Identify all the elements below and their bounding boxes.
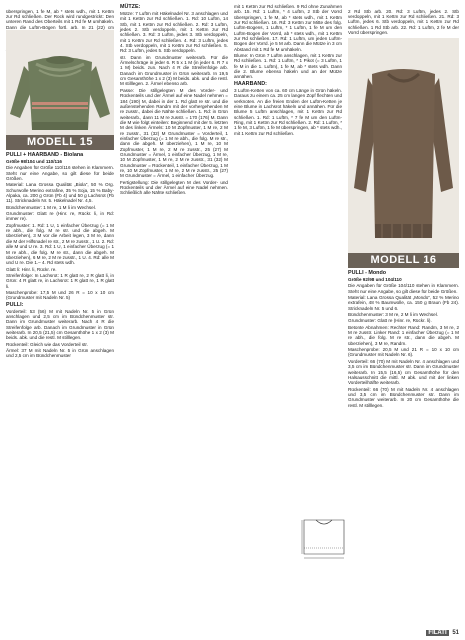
pullover-illustration xyxy=(348,38,459,268)
stripe-sequence-text: Streifenfolge: In Lachsrot: 1 R glatt re, 2 R glatt li, in Grün: 4 R glatt re, in Lachsrot: 1 R glatt re, 1 R glatt li. xyxy=(6,272,114,289)
rib-pattern-text: Bündchenmuster: 3 M re, 2 M li im Wechsel. xyxy=(348,312,439,318)
schematic-diagram xyxy=(300,510,348,562)
column-4 xyxy=(348,270,459,620)
page-footer xyxy=(426,630,459,636)
hat-text: Mütze: 7 Luftm mit Häkelnadel Nr. 3 anschlagen und mit 1 Kettm zur Rd schließen. 1. Rd: 10 Luftm, 14 Stb, mit 1 Kettm zur Rd schließen. 2. Rd: 3 Luftm, jedes 2. Stb verdoppeln, mit 1 Kettm zur Rd schließen. 3. Rd: 3 Luftm, jedes 3. Stb verdoppeln, mit 1 Kettm zur Rd schließen. 4. Rd: 3 Luftm, jedes 4. Stb verdoppeln, mit 1 Kettm zur Rd schließen. 5. Rd: 3 Luftm, jedes 5. Stb verdoppeln. xyxy=(120,11,228,54)
brand-logo: FILATI xyxy=(428,630,447,636)
model-16-label: MODELL 16 xyxy=(348,253,459,268)
stockinette-text: Grundmuster: Glatt re (Hinr. re, Rückr. li, in Rd: immer re). xyxy=(6,211,114,222)
pattern-sizes: Größe 92/98 und 104/110 xyxy=(348,277,402,282)
column-1-top-text xyxy=(6,4,114,30)
pulli-heading: PULLI: xyxy=(6,301,24,308)
model-16-photo xyxy=(348,38,459,268)
pattern-title: PULLI - Mondo xyxy=(348,270,387,276)
pattern-intro: Die Angaben für Größe 110/116 stehen in Klammern. Steht nur eine Angabe, so gilt diese für beide Größen. xyxy=(6,165,114,182)
hat-continued-text: mit 1 Kettm zur Rd schließen. 9 Rd ohne Zunahmen arb. 15. Rd: 1 Luftm, * 4 Luftm, 2 Stb der Vorrd überspringen, 1 fe M, ab * stets wdh., mit 1 Kettm zur Rd schließen. 16. Rd: 3 Kettm zur Mitte des folg. Luftm-Bogens, 1 Luftm, * 1 Luftm, 1 fe M um den Luftm-Bogen der Vorrd, ab * stets wdh., mit 1 Kettm zur Rd schließen. 17. Rd: 1 Luftm, um jeden Luftm-Bogen der Vorrd. je 5 M arb. Dann die Mütze in 3 cm Abstand mit 1 Rd fe M umhäkeln. xyxy=(234,4,342,52)
headband-text: 3 Luftm-Ketten von ca. 60 cm Länge in Grün häkeln. Daraus zu einem ca. 25 cm langen Zopf flechten und verknoten. An die freien Enden der Luftm-Ketten je eine Blume in Lachsrot häkeln und annähen. Für die Blume 5 Luftm anschlagen, mit 1 Kettm zur Rd schließen. 1. Rd: 1 Luftm, * 7 fe M um den Luftm-Ring, mit 1 Kettm zur Rd schließen. 2. Rd: 1 Luftm, * 1 fe M, 3 Luftm, 1 fe M überspringen, ab * stets wdh., mit 1 Kettm zur Rd schließen. xyxy=(234,87,343,136)
model-15-label: MODELL 15 xyxy=(6,135,114,150)
material-text: Material: Lana Grossa Qualität „Biola“, 50 % Org. Schurwolle Merino extrafine, 35 % Soja, 15 % Baby-Alpaka, ca. 200 g Grün (Fb 4) und 50 g Lachsrot (Fb 11). Stricknadeln Nr. 5. Häkelnadel Nr. 4,5. xyxy=(6,182,114,204)
sweater-illustration xyxy=(6,30,114,150)
model-15-photo xyxy=(6,30,114,150)
gauge-text: Maschenprobe: 20,5 M und 21 R = 10 x 10 cm (Grundmuster mit Nadeln Nr. 6). xyxy=(348,347,459,358)
sleeve-continued-text: str. Dann im Grundmuster weiterarb. Für die Ärmelschräge in jeder 6. R 5 x 1 M (in jeder 6. R 7 x 1 M) beids. zun. Nach 4 R die Streifenfolge arb. Danach im Grundmuster in Grün weiterarb. In 19,5 cm Gesamthöhe 1 x 2 (3) M beids. abk. und die restl. M stilllegen. 2. Ärmel ebenso arb. xyxy=(120,54,229,87)
decreases-text: Betonte Abnahmen: Rechter Rand: Randm, 3 M re, 2 M re zusstr. Linker Rand: 1 einfacher Überzug (= 1 M re abh., die folg. M re str., dann die abgeh. M überziehen), 3 M re, Randm. xyxy=(348,324,459,346)
material-text: Material: Lana Grossa Qualität „Mondo“, 52 % Merino extrafein, 48 % Baumwolle, ca. 150 g Braun (Fb 24). Stricknadeln Nr. 5 und 6. xyxy=(348,295,459,311)
rib-pattern-text: Bündchenmuster: 1 M re, 1 M li im Wechsel. xyxy=(6,204,97,210)
reverse-stockinette-text: Glatt li: Hinr. li, Rückr. re. xyxy=(6,266,57,272)
cable-pattern-text: Zopfmuster: 1. Rd: 1 U, 1 einfacher Überzug (= 1 M re abh., die folg. M re str. und die abgeh. M überziehen), 3 M vor die Arbeit legen, 3 M re, dann die M der Hilfsnadel re str., 2 M re zusstr., 1 U. 2. Rd: alle M und U re. 3. Rd: 1 U, 1 einfacher Überzug (= 1 M re abh., die folg. M re str., dann die abgeh. M überziehen), 6 M re, 2 M re zusstr., 1 U. 4. Rd: alle M und U re. Die 1.– 4. Rd stets wdh. xyxy=(6,222,114,266)
sleeve-text: Ärmel: 37 M mit Nadeln Nr. 5 in Grün anschlagen und 2,5 cm im Bündchenmuster xyxy=(6,348,114,359)
page-number: 51 xyxy=(452,630,459,636)
hat-heading: MÜTZE: xyxy=(120,4,141,10)
back-text: Rückenteil: Gleich wie das Vorderteil str. xyxy=(6,341,88,347)
gauge-text: Maschenprobe: 17,5 M und 26 R = 10 x 10 cm (Grundmuster mit Nadeln Nr. 5) xyxy=(6,289,114,301)
finishing-text: Fertigstellung: Die stillgelegten M des Vorder- und Rückenteils und der Ärmel auf eine Nadel nehmen. Schließlich alle Nähte schließen. xyxy=(120,179,228,196)
pattern-intro: Die Angaben für Größe 104/110 stehen in Klammern. Steht nur eine Angabe, so gilt diese für beide Größen. xyxy=(348,283,459,294)
back-text: Rückenteil: 66 (70) M mit Nadeln Nr. 4 anschlagen und 3,5 cm im Bündchenmuster str. Dann im Grundmuster weiterarb. In 20 cm Gesamthöhe die restl. M stilllegen. xyxy=(348,386,459,408)
front-text: Vorderteil: 53 (56) M mit Nadeln Nr. 5 in Grün anschlagen und 2,5 cm im Bündchenmuster str. Dann im Grundmuster weiterarb. Nach 4 R die Streifenfolge arb. Danach im Grundmuster in Grün weiterarb. In 20,5 (21,5) cm Gesamthöhe 1 x 2 (3) M beids. abk. und die restl. M stilllegen. xyxy=(6,308,114,341)
body-text: überspringen, 1 fe M, ab * stets wdh., mit 1 Kettm zur Rd schließen. Der Rock wird rundgestrickt: Den unteren Rand des Oberteils mit 1 Rd fe M umhäkeln. Dann die Luftm-Bögen fortl. arb. In 21 (22) cm xyxy=(6,8,114,30)
headband-heading: HAARBAND: xyxy=(234,80,267,87)
column-1 xyxy=(6,152,114,620)
column-2 xyxy=(120,4,228,620)
body-text: 2 Rd Stb arb. 20. Rd: 3 Luftm, jedes 2. Stb verdoppeln, mit 1 Kettm zur Rd schließen. 21. Rd: 3 Luftm, jedes 6. Stb verdoppeln, mit 1 Kettm zur Rd schließen. 1 Rd Stb arb. 22. Rd: 1 Luftm, 2 fe M der Vorrd überspringen. xyxy=(348,8,459,35)
pattern-title: PULLI + HAARBAND - Biolana xyxy=(6,152,84,158)
pattern-sizes: Größe 98/104 und 110/116 xyxy=(6,159,62,164)
column-4-top-text xyxy=(348,4,459,36)
stockinette-text: Grundmuster: Glatt re (Hinr. re, Rückr. li). xyxy=(348,318,432,324)
flower-text: Blume: In Grün 7 Luftm anschlagen, mit 1 Kettm zur Rd schließen. 1. Rd: 1 Luftm, * 1 Pikot (= 3 Luftm, 1 fe M in die 1. Luftm), 1 fe M, ab * stets wdh. Dann die 2. Blume ebenso häkeln und an der Mütze annähen. xyxy=(234,53,342,80)
yoke-text: Passe: Die stillgelegten M des Vorder- und Rückenteils und der Ärmel auf eine Nadel nehmen = 184 (190) M, dabei in der 1. Rd glatt re str. und die außenstehenden Randm mit der vorhergehenden M re zusstr., dabei die Nähte schließen. 1. Rd: in Grün weiterarb., dann 11 M re zusstr. = 170 (176) M. Dann die M wie folgt einteilen: Beginnend mit der 5. letzten M des linken Ärmels: 10 M Zopfmuster, 1 M re, 2 M re zusstr., 31 (32) M Grundmuster = Vorderteil, 1 einfacher Überzug (= 1 M re abh., die folg. M re str., dann die abgeh. M überziehen), 1 M re, 10 M Zopfmuster, 1 M re, 2 M re zusstr., 25 (27) M Grundmuster = Ärmel, 1 einfacher Überzug, 1 M re, 10 M Zopfmuster, 1 M re, 2 M re zusstr., 31 (32) M Grundmuster = Rückenteil, 1 einfacher Überzug, 1 M re, 10 M Zopfmuster, 1 M re, 2 M re zusstr., 25 (27) M Grundmuster = Ärmel, 1 einfacher Überzug. xyxy=(120,87,228,179)
front-text: Vorderteil: 66 (70) M mit Nadeln Nr. 4 anschlagen und 3,5 cm im Bündchenmuster str. Dann im Grundmuster weiterarb. In 15,5 (16,5) cm Gesamthöhe für den Halsausschnitt die mittl. M abk. und mit der linken Vorderteilhälfte weiterarb. xyxy=(348,358,459,386)
